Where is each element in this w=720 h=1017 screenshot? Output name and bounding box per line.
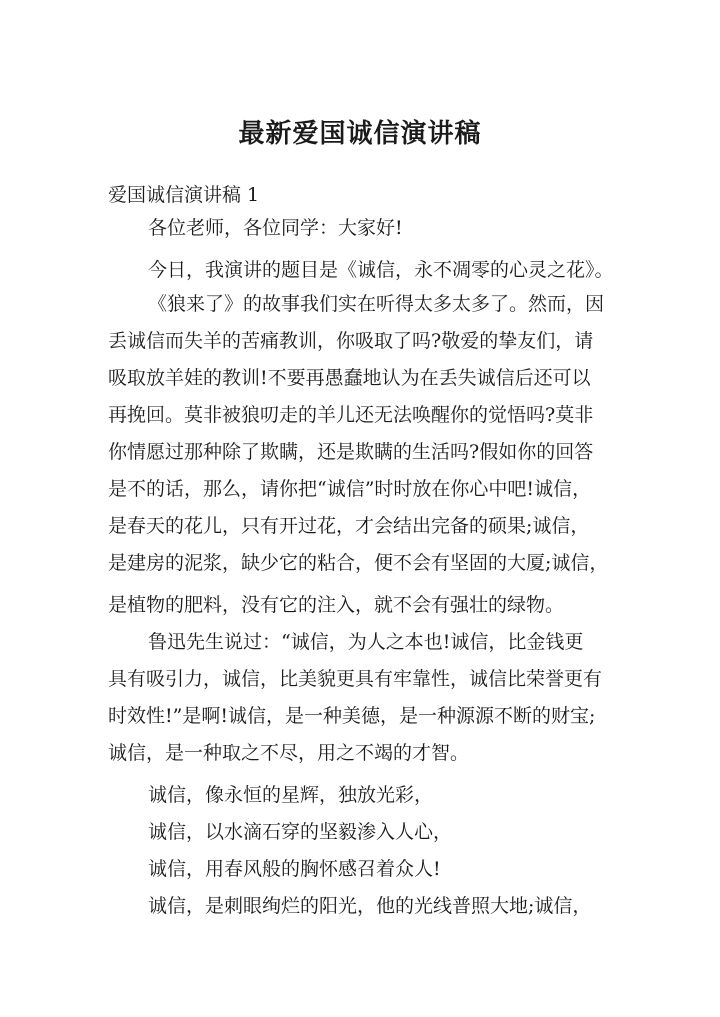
paragraph-line: 吸取放羊娃的教训!不要再愚蠢地认为在丢失诚信后还可以 [108, 367, 591, 389]
paragraph-line: 诚信，像永恒的星辉，独放光彩， [148, 784, 434, 806]
paragraph-line: 诚信，用春风般的胸怀感召着众人! [148, 858, 441, 880]
paragraph-line: 《狼来了》的故事我们实在听得太多太多了。然而，因 [148, 293, 605, 315]
paragraph-line: 是植物的肥料，没有它的注入，就不会有强壮的绿物。 [108, 594, 565, 616]
paragraph-line: 时效性!”是啊!诚信，是一种美德，是一种源源不断的财宝; [108, 705, 596, 727]
paragraph-line: 你情愿过那种除了欺瞒，还是欺瞒的生活吗?假如你的回答 [108, 441, 594, 463]
paragraph-line: 鲁迅先生说过：“诚信，为人之本也!诚信，比金钱更 [148, 631, 584, 653]
paragraph-line: 丢诚信而失羊的苦痛教训，你吸取了吗?敬爱的挚友们，请 [108, 330, 594, 352]
paragraph-line: 具有吸引力，诚信，比美貌更具有牢靠性，诚信比荣誉更有 [108, 668, 603, 690]
paragraph-line: 是春天的花儿，只有开过花，才会结出完备的硕果;诚信， [108, 515, 590, 537]
document-title: 最新爱国诚信演讲稿 [238, 119, 482, 149]
paragraph-line: 诚信，以水滴石穿的坚毅渗入人心， [148, 821, 453, 843]
paragraph-line: 今日，我演讲的题目是《诚信，永不凋零的心灵之花》。 [148, 259, 614, 281]
paragraph-line: 各位老师，各位同学：大家好! [148, 217, 403, 239]
paragraph-line: 是建房的泥浆，缺少它的粘合，便不会有坚固的大厦;诚信， [108, 552, 609, 574]
paragraph-line: 是不的话，那么，请你把“诚信”时时放在你心中吧!诚信， [108, 478, 592, 500]
document-subtitle: 爱国诚信演讲稿 1 [108, 184, 260, 206]
paragraph-line: 再挽回。莫非被狼叨走的羊儿还无法唤醒你的觉悟吗?莫非 [108, 404, 594, 426]
paragraph-line: 诚信，是刺眼绚烂的阳光，他的光线普照大地;诚信， [148, 895, 592, 917]
paragraph-line: 诚信，是一种取之不尽，用之不竭的才智。 [108, 742, 470, 764]
